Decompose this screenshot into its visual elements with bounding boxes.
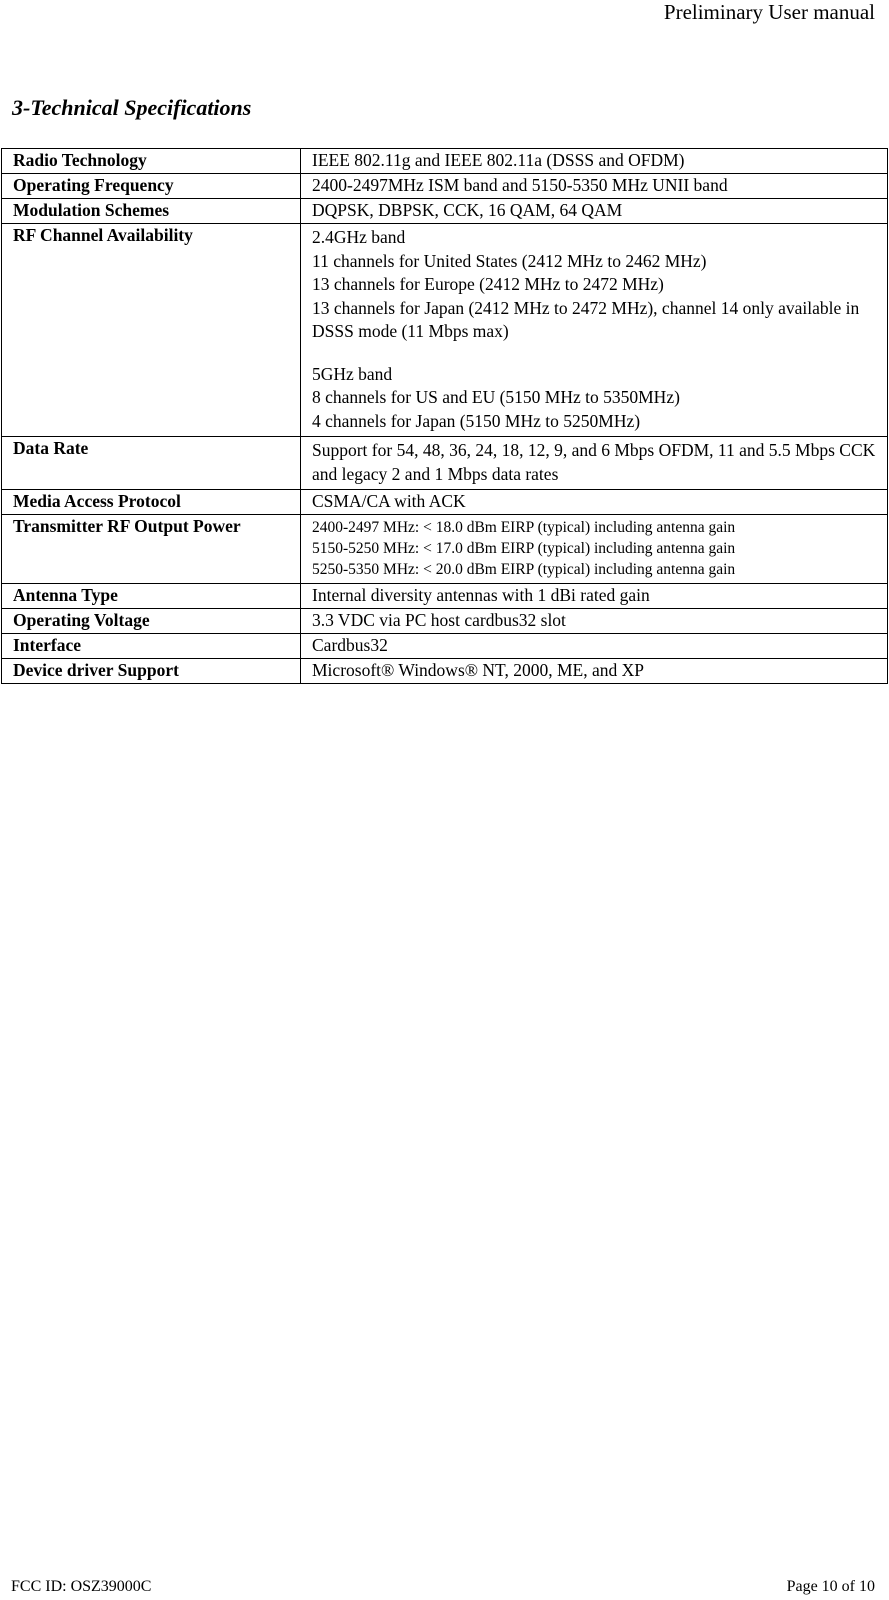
table-row [2, 659, 888, 684]
spec-value-line: 2400-2497 MHz: < 18.0 dBm EIRP (typical) including antenna gain [312, 519, 736, 536]
spec-value-line: 5250-5350 MHz: < 20.0 dBm EIRP (typical) including antenna gain [312, 561, 736, 578]
spec-value-line: 2.4GHz band [312, 227, 406, 247]
spec-value-line: Support for 54, 48, 36, 24, 18, 12, 9, and 6 Mbps OFDM, 11 and 5.5 Mbps CCK and legacy 2 and 1 Mbps data rates [312, 440, 876, 484]
spec-value-line: DQPSK, DBPSK, CCK, 16 QAM, 64 QAM [312, 200, 623, 220]
spec-label-antenna-type: Antenna Type [2, 584, 301, 609]
spec-value-antenna-type [301, 584, 888, 609]
spec-value-operating-voltage [301, 609, 888, 634]
spec-value-line: Internal diversity antennas with 1 dBi rated gain [312, 585, 650, 605]
spec-label-transmitter-rf-output-power: Transmitter RF Output Power [2, 515, 301, 584]
spec-value-radio-technology [301, 149, 888, 174]
table-row [2, 174, 888, 199]
spec-value-line: 4 channels for Japan (5150 MHz to 5250MHz) [312, 410, 641, 431]
spec-label-operating-frequency: Operating Frequency [2, 174, 301, 199]
spec-value-line: 5150-5250 MHz: < 17.0 dBm EIRP (typical) including antenna gain [312, 540, 736, 557]
spec-value-blank-line [312, 344, 883, 363]
table-row [2, 490, 888, 515]
spec-value-modulation-schemes [301, 199, 888, 224]
table-row [2, 634, 888, 659]
spec-value-line: CSMA/CA with ACK [312, 491, 466, 511]
spec-label-operating-voltage: Operating Voltage [2, 609, 301, 634]
spec-label-rf-channel-availability: RF Channel Availability [2, 224, 301, 437]
table-row [2, 609, 888, 634]
spec-value-data-rate [301, 437, 888, 490]
spec-value-media-access-protocol [301, 490, 888, 515]
spec-value-operating-frequency [301, 174, 888, 199]
table-row [2, 437, 888, 490]
spec-value-device-driver-support [301, 659, 888, 684]
footer-fcc-id: FCC ID: OSZ39000C [11, 1578, 152, 1595]
table-row [2, 224, 888, 437]
spec-label-radio-technology: Radio Technology [2, 149, 301, 174]
section-title: 3-Technical Specifications [12, 95, 252, 120]
footer-page-number: Page 10 of 10 [786, 1578, 875, 1595]
spec-label-modulation-schemes: Modulation Schemes [2, 199, 301, 224]
spec-value-line: 13 channels for Japan (2412 MHz to 2472 MHz), channel 14 only available in DSSS mode (11 Mbps max) [312, 297, 860, 341]
spec-label-interface: Interface [2, 634, 301, 659]
table-row [2, 149, 888, 174]
spec-value-line: 3.3 VDC via PC host cardbus32 slot [312, 610, 566, 630]
spec-value-line: Cardbus32 [312, 635, 388, 655]
spec-value-line: Microsoft® Windows® NT, 2000, ME, and XP [312, 660, 644, 680]
spec-label-media-access-protocol: Media Access Protocol [2, 490, 301, 515]
specifications-table [1, 148, 888, 684]
table-row [2, 199, 888, 224]
table-row [2, 584, 888, 609]
spec-label-device-driver-support: Device driver Support [2, 659, 301, 684]
spec-value-rf-channel-availability [301, 224, 888, 437]
spec-value-line: 8 channels for US and EU (5150 MHz to 5350MHz) [312, 387, 680, 407]
spec-label-data-rate: Data Rate [2, 437, 301, 490]
spec-value-line: 13 channels for Europe (2412 MHz to 2472 MHz) [312, 274, 664, 294]
table-row [2, 515, 888, 584]
spec-value-interface [301, 634, 888, 659]
spec-value-line: 11 channels for United States (2412 MHz to 2462 MHz) [312, 250, 707, 271]
spec-value-line: 5GHz band [312, 363, 393, 384]
document-header: Preliminary User manual [663, 0, 875, 24]
spec-value-transmitter-rf-output-power [301, 515, 888, 584]
spec-value-line: IEEE 802.11g and IEEE 802.11a (DSSS and OFDM) [312, 150, 685, 170]
spec-value-line: 2400-2497MHz ISM band and 5150-5350 MHz UNII band [312, 175, 728, 195]
